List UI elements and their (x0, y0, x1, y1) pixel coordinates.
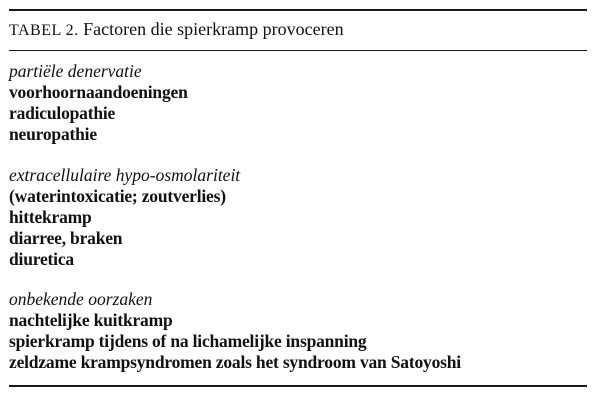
list-item: diuretica (9, 249, 74, 269)
table-title: Factoren die spierkramp provoceren (83, 19, 344, 39)
group-heading: extracellulaire hypo-osmolariteit (9, 165, 241, 185)
list-item: spierkramp tijdens of na lichamelijke inspanning (9, 331, 367, 351)
table-header-rule (9, 50, 587, 51)
list-item: diarree, braken (9, 228, 123, 248)
factor-group-unknown-causes (9, 289, 461, 373)
table-caption (9, 18, 344, 42)
list-item: zeldzame krampsyndromen zoals het syndroom van Satoyoshi (9, 352, 461, 372)
factor-group-hypo-osmolarity (9, 165, 240, 270)
list-item: voorhoornaandoeningen (9, 82, 188, 102)
table-label: TABEL 2. (9, 22, 79, 39)
table-top-rule (9, 9, 587, 11)
group-heading: partiële denervatie (9, 61, 142, 81)
list-item: neuropathie (9, 124, 97, 144)
list-item: nachtelijke kuitkramp (9, 310, 173, 330)
table-bottom-rule (9, 385, 587, 387)
list-item: hittekramp (9, 207, 92, 227)
group-heading: onbekende oorzaken (9, 289, 153, 309)
factor-group-partial-denervation (9, 61, 188, 145)
list-item: (waterintoxicatie; zoutverlies) (9, 186, 226, 206)
list-item: radiculopathie (9, 103, 116, 123)
